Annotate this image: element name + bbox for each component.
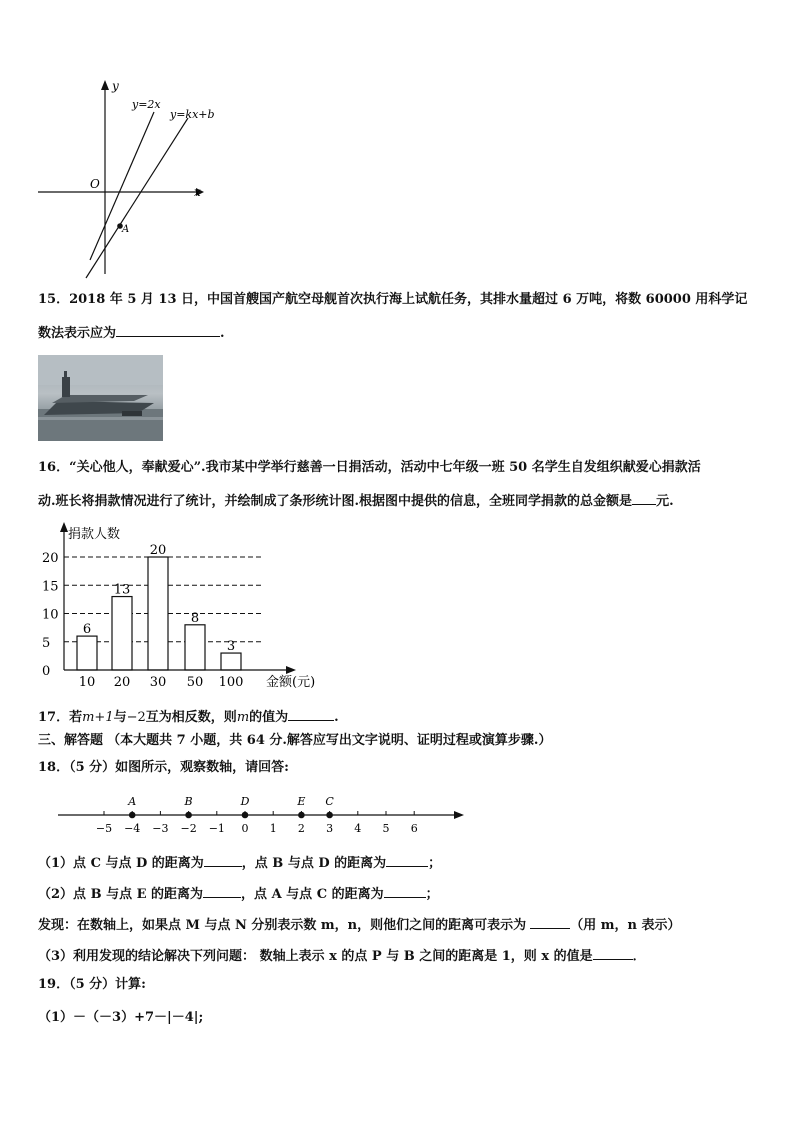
chart-y-tick: 20 [42,551,59,566]
chart-bar-10 [77,636,97,670]
question-15-text-2: 数法表示应为 [38,326,117,341]
number-line-tick-label: 2 [297,822,305,835]
question-16-text-2: 动.班长将捐款情况进行了统计，并绘制成了条形统计图.根据图中提供的信息，全班同学捐款的总金额是 [38,494,633,509]
y-axis-arrow [101,80,109,90]
number-line-tick-label: 5 [382,822,390,835]
answer-blank-18-3[interactable] [593,945,633,960]
chart-x-axis-arrow [286,666,296,674]
question-18-part3-text: （3）利用发现的结论解决下列问题： 数轴上表示 x 的点 P 与 B 之间的距离是 1，则 x 的值是 [38,949,593,964]
chart-y-tick: 5 [42,635,51,651]
chart-x-tick: 20 [113,675,131,690]
chart-y-tick: 10 [42,607,59,623]
number-line-point-label: B [184,795,193,808]
question-17-text-c: 互为相反数，则 [145,710,237,725]
question-19-prompt: 计算: [115,977,146,992]
question-16-text-1: “关心他人，奉献爱心”.我市某中学举行慈善一日捐活动，活动中七年级一班 50 名学生自发组织献爱心捐款活 [69,460,701,475]
number-line-point-D [242,812,249,819]
chart-data-label: 6 [82,622,92,638]
question-16-line2 [38,490,674,511]
number-line-point-B [185,812,192,819]
question-19-header [38,976,146,994]
answer-blank-15[interactable] [116,322,220,337]
line1-label: y=2x [132,98,161,111]
origin-label: O [90,177,100,191]
question-15-number: 15． [38,292,70,307]
question-15-line2 [38,322,225,343]
chart-x-tick: 10 [78,675,96,690]
question-15-text-1: 2018 年 5 月 13 日，中国首艘国产航空母舰首次执行海上试航任务，其排水量超过 6 万吨，将数 60000 用科学记 [69,292,748,307]
chart-y-axis-arrow [60,522,68,532]
chart-data-label: 20 [149,543,167,558]
question-17-var: m [236,710,250,725]
question-18-part1-b: ，点 B 与点 D 的距离为 [241,856,387,871]
question-17-text-a: 若 [69,710,83,725]
number-line-tick-label: 3 [326,822,334,835]
question-18-part1-a: （1）点 C 与点 D 的距离为 [38,856,204,871]
question-16-suffix: 元. [656,494,674,509]
question-17-number: 17． [38,710,70,725]
question-15-line1 [38,291,747,309]
answer-blank-18-2a[interactable] [203,883,241,898]
question-18-part1 [38,852,441,873]
chart-data-label: 13 [113,582,131,598]
answer-blank-18-2b[interactable] [384,883,426,898]
number-line-point-A [129,812,136,819]
point-a-label: A [122,224,130,235]
question-17-suffix: . [334,710,339,725]
linear-function-graph [36,74,226,280]
chart-bar-20 [112,597,132,670]
chart-bar-100 [221,653,241,670]
question-18-part1-end: ； [428,856,442,871]
number-line [56,790,466,836]
chart-y-label: 捐款人数 [68,527,121,542]
donation-bar-chart [36,520,326,692]
chart-x-tick: 100 [218,675,244,690]
question-18-part2-b: ，点 A 与点 C 的距离为 [241,887,384,902]
number-line-tick-label: −2 [180,822,197,835]
answer-blank-17[interactable] [288,706,334,721]
x-axis-label: x [194,185,201,199]
section-3-note: （本大题共 7 小题，共 64 分.解答应写出文字说明、证明过程或演算步骤.） [107,733,552,748]
number-line-point-E [298,812,305,819]
question-18-part2 [38,883,439,904]
number-line-tick-label: −3 [152,822,169,835]
question-17 [38,706,339,727]
question-18-part2-a: （2）点 B 与点 E 的距离为 [38,887,204,902]
number-line-tick-label: −4 [124,822,141,835]
number-line-tick-label: 6 [410,822,418,835]
question-19-part1-text: （1）－（－3）+7－|－4|; [38,1010,204,1025]
line-y-kx-b [86,118,188,278]
number-line-tick-label: 1 [269,822,277,835]
answer-blank-18-1a[interactable] [204,852,242,867]
question-18-number: 18． [38,760,70,775]
question-15-suffix: . [220,326,225,341]
aircraft-carrier-illustration [38,355,163,441]
question-19-number: 19． [38,977,70,992]
number-line-tick-label: −1 [208,822,225,835]
question-18-part3 [38,945,646,966]
aircraft-carrier-photo [38,355,163,441]
chart-bar-50 [185,625,205,670]
chart-y-tick: 15 [42,579,59,595]
number-line-tick-label: 0 [241,822,249,835]
section-3-title: 三、解答题 [38,733,104,748]
question-17-expr2: −2 [126,710,146,725]
line2-label: y=kx+b [170,108,215,121]
number-line-arrow [454,811,464,819]
question-18-discover [38,914,681,935]
answer-blank-16[interactable] [632,490,656,505]
question-18-prompt: 如图所示，观察数轴，请回答: [115,760,289,775]
question-18-part2-end: ； [425,887,439,902]
question-17-text-b: 与 [113,710,127,725]
chart-x-tick: 30 [149,675,167,690]
number-line-point-label: D [240,795,250,808]
question-16-line1 [38,459,701,477]
question-19-part1 [38,1009,203,1027]
chart-y-tick: 0 [42,664,51,679]
chart-bar-30 [148,557,168,670]
answer-blank-18-discover[interactable] [530,914,570,929]
number-line-tick-label: −5 [95,822,113,835]
chart-x-label: 金额(元) [266,675,316,690]
question-18-part3-end: ． [632,949,646,964]
section-3-heading [38,732,551,750]
number-line-point-label: E [297,795,306,808]
question-19-score: （5 分） [69,977,116,992]
question-18-score: （5 分） [69,760,116,775]
chart-x-tick: 50 [186,675,204,690]
question-18-discover-end: （用 m，n 表示） [570,918,681,933]
question-18-discover-text: 发现：在数轴上，如果点 M 与点 N 分别表示数 m，n，则他们之间的距离可表示为 [38,918,527,933]
question-17-text-d: 的值为 [249,710,289,725]
question-17-expr1: m+1 [82,710,114,725]
question-16-number: 16． [38,460,70,475]
number-line-point-label: A [128,795,137,808]
number-line-tick-label: 4 [354,822,362,835]
chart-data-label: 8 [190,610,200,626]
question-18-header [38,759,289,777]
answer-blank-18-1b[interactable] [386,852,428,867]
chart-data-label: 3 [226,639,236,655]
number-line-point-C [326,812,333,819]
y-axis-label: y [112,79,119,93]
number-line-point-label: C [325,795,334,808]
